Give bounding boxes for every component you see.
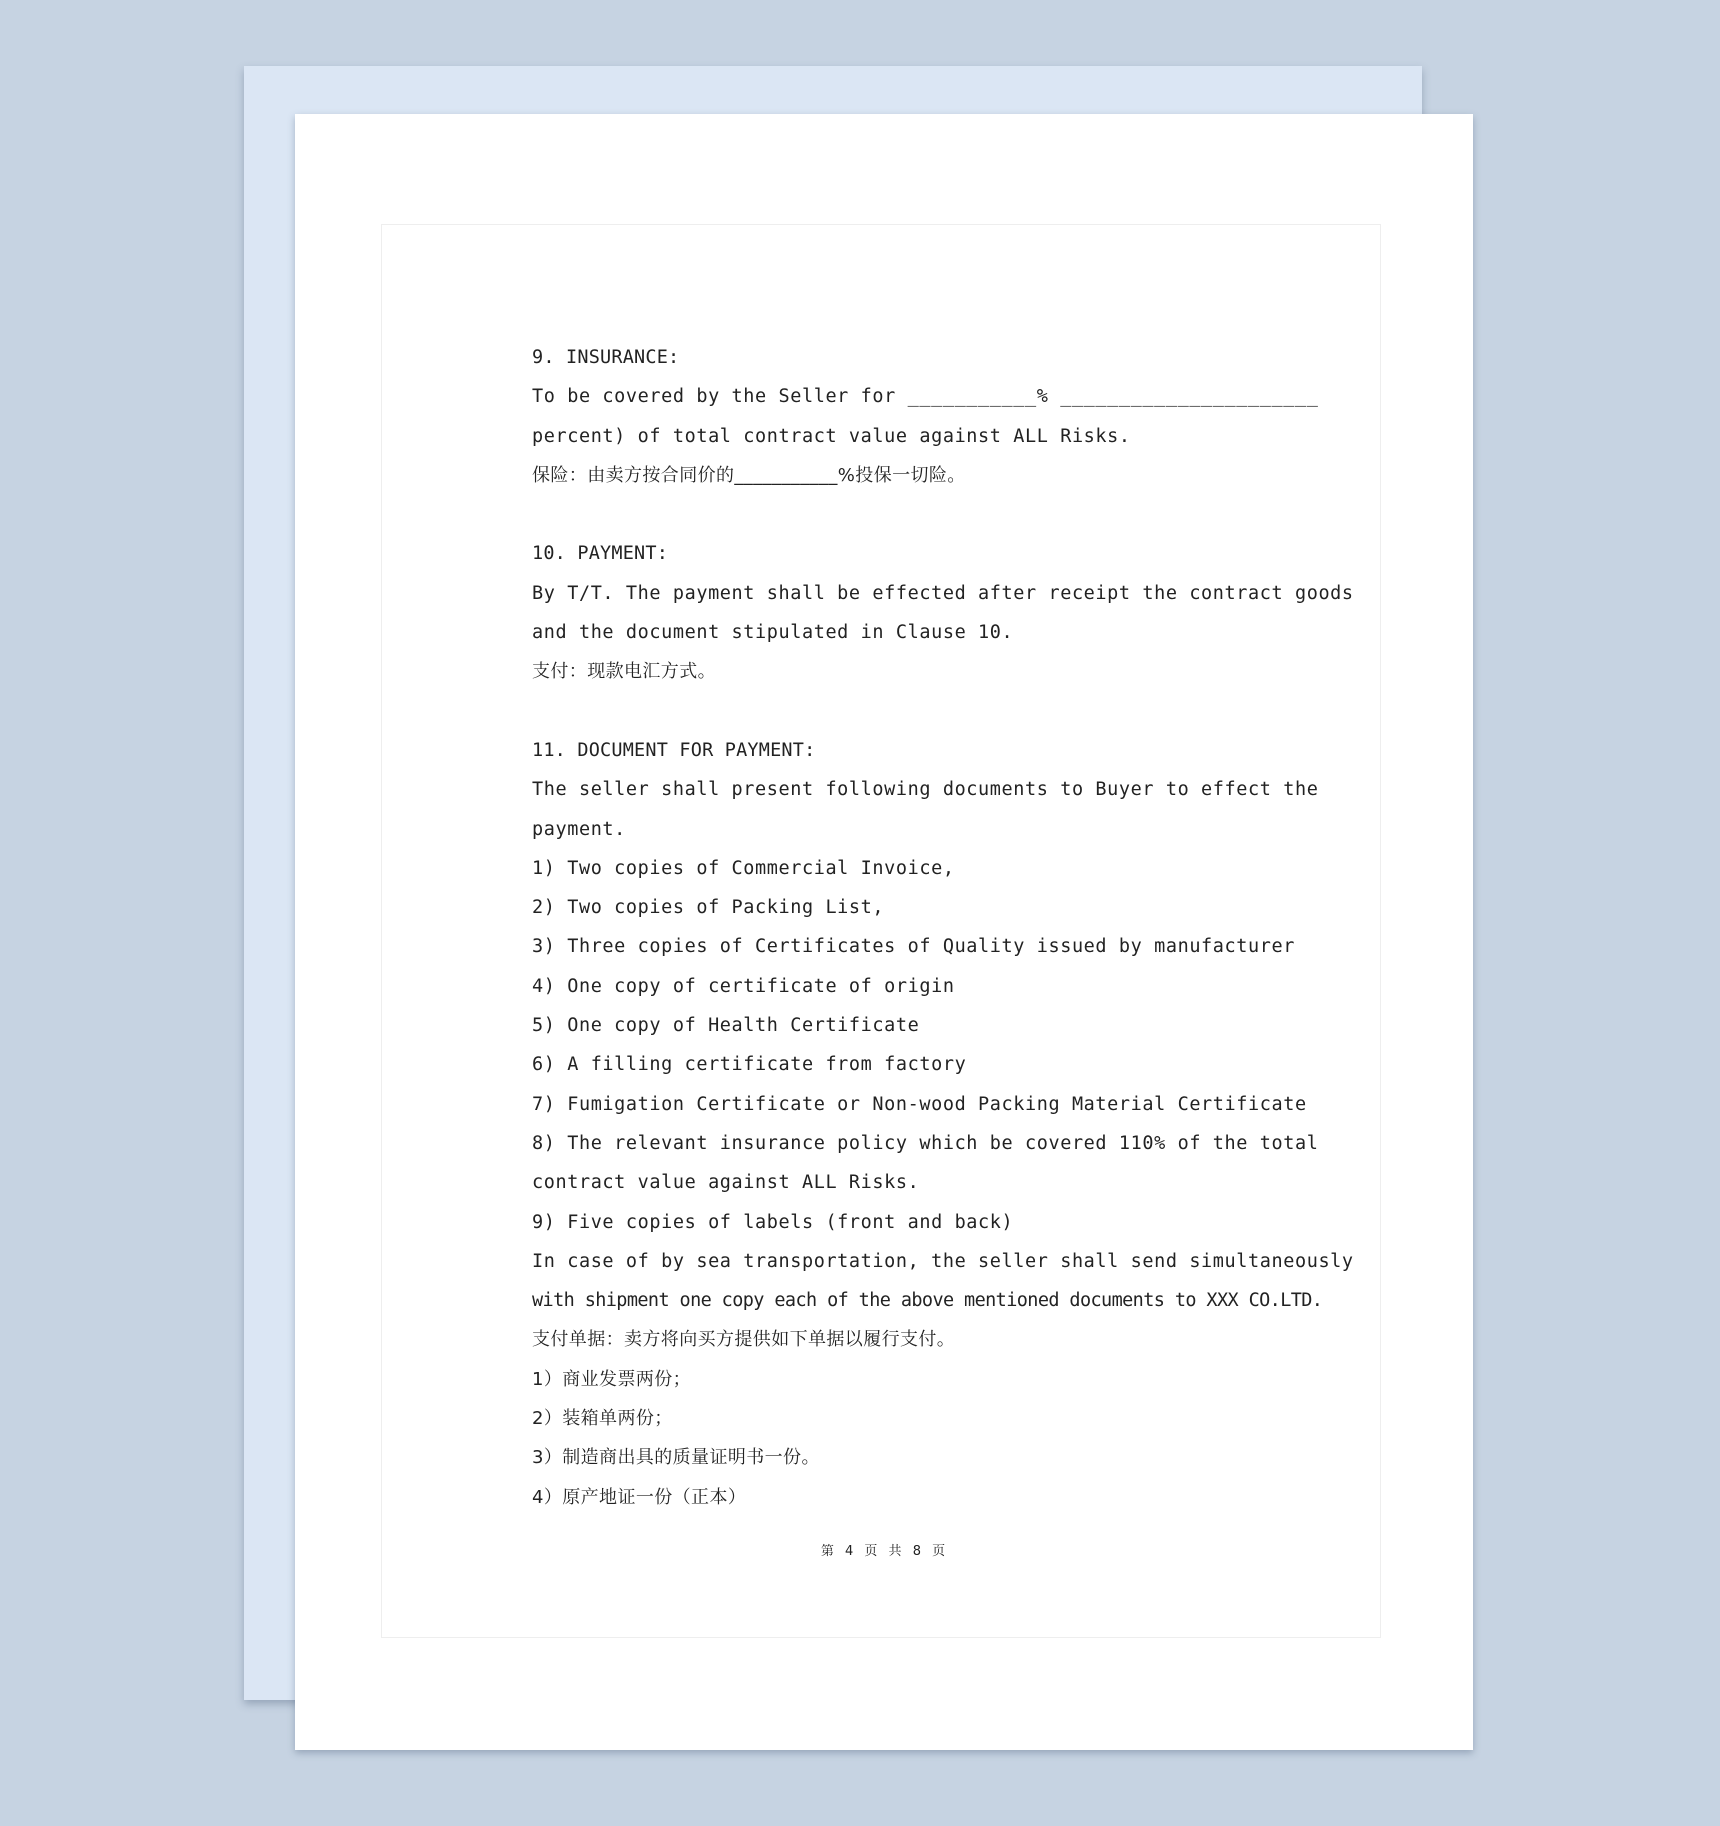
section-11-line-1: The seller shall present following documents to Buyer to effect the bbox=[532, 779, 1319, 801]
document-list-item-6: 6) A filling certificate from factory bbox=[532, 1054, 967, 1076]
section-11-heading: 11. DOCUMENT FOR PAYMENT: bbox=[532, 739, 816, 761]
cn-list-item-1: 1）商业发票两份； bbox=[532, 1368, 692, 1390]
cn-list-item-2: 2）装箱单两份； bbox=[532, 1408, 673, 1430]
section-11-line-2: payment. bbox=[532, 818, 626, 840]
section-9-line-1: To be covered by the Seller for ___________% ______________________ bbox=[532, 386, 1319, 408]
document-list-item-5: 5) One copy of Health Certificate bbox=[532, 1015, 920, 1037]
document-list-item-4: 4) One copy of certificate of origin bbox=[532, 975, 955, 997]
section-9-heading: 9. INSURANCE: bbox=[532, 347, 680, 368]
page-number-footer: 第 4 页 共 8 页 bbox=[820, 1544, 948, 1559]
document-page bbox=[295, 114, 1473, 1750]
spacer bbox=[532, 692, 1252, 731]
document-list-item-1: 1) Two copies of Commercial Invoice, bbox=[532, 857, 955, 879]
section-9-line-2: percent) of total contract value against ALL Risks. bbox=[532, 425, 1131, 447]
section-10-line-2: and the document stipulated in Clause 10. bbox=[532, 622, 1014, 644]
section-10-line-1: By T/T. The payment shall be effected after receipt the contract goods bbox=[532, 582, 1354, 604]
document-list-item-8: 8) The relevant insurance policy which be covered 110% of the total bbox=[532, 1132, 1319, 1154]
cn-payment-docs-intro: 支付单据：卖方将向买方提供如下单据以履行支付。 bbox=[532, 1329, 956, 1351]
spacer bbox=[532, 495, 1252, 534]
cn-list-item-3: 3）制造商出具的质量证明书一份。 bbox=[532, 1447, 820, 1469]
document-list-item-3: 3) Three copies of Certificates of Quality issued by manufacturer bbox=[532, 936, 1295, 958]
sea-transport-line-2: with shipment one copy each of the above mentioned documents to XXX CO.LTD. bbox=[532, 1290, 1323, 1312]
document-list-item-2: 2) Two copies of Packing List, bbox=[532, 897, 885, 919]
document-list-item-8-cont: contract value against ALL Risks. bbox=[532, 1172, 920, 1194]
sea-transport-line-1: In case of by sea transportation, the seller shall send simultaneously bbox=[532, 1250, 1354, 1272]
section-9-line-3: 保险：由卖方按合同价的___________%投保一切险。 bbox=[532, 464, 966, 486]
document-list-item-7: 7) Fumigation Certificate or Non-wood Packing Material Certificate bbox=[532, 1093, 1307, 1115]
section-10-line-3: 支付：现款电汇方式。 bbox=[532, 661, 716, 683]
page-content bbox=[532, 338, 1354, 1517]
cn-list-item-4: 4）原产地证一份（正本） bbox=[532, 1486, 747, 1508]
section-10-heading: 10. PAYMENT: bbox=[532, 543, 669, 565]
document-list-item-9: 9) Five copies of labels (front and back) bbox=[532, 1211, 1014, 1233]
